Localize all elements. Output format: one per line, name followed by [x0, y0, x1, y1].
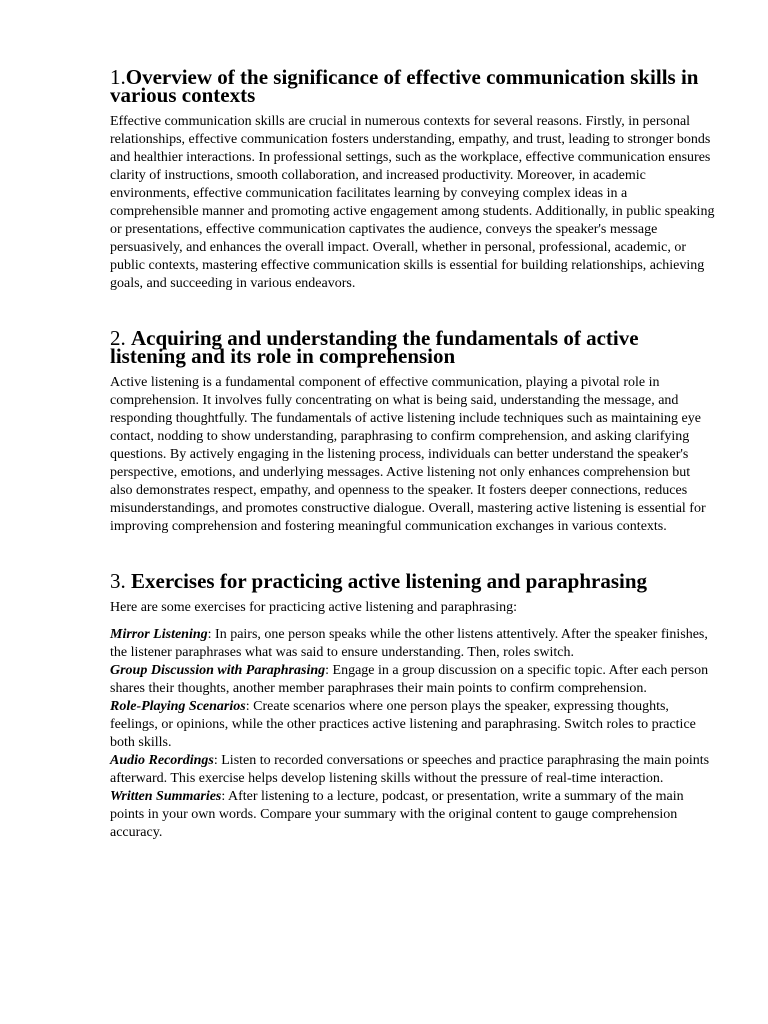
- exercise-description: : In pairs, one person speaks while the other listens attentively. After the speaker finishes, the listener paraphrases what was said to ensure understanding. Then, roles switch.: [110, 627, 708, 660]
- exercise-item-mirror-listening: [110, 626, 716, 662]
- section-heading: [110, 569, 716, 593]
- section-heading: [110, 326, 716, 368]
- section-heading: [110, 65, 716, 107]
- exercise-description: : Listen to recorded conversations or speeches and practice paraphrasing the main points afterward. This exercise helps develop listening skills without the pressure of real-time interaction.: [110, 753, 710, 786]
- section-exercises: [110, 569, 716, 842]
- section-number: 2.: [110, 326, 131, 350]
- section-overview: [110, 65, 716, 293]
- section-title: Overview of the significance of effective communication skills in various contexts: [110, 65, 699, 107]
- exercise-name: Group Discussion with Paraphrasing: [110, 663, 326, 678]
- section-title: Acquiring and understanding the fundamentals of active listening and its role in comprehension: [110, 326, 639, 368]
- exercise-name: Written Summaries: [110, 789, 222, 804]
- exercise-name: Role-Playing Scenarios: [110, 699, 246, 714]
- section-number: 3.: [110, 569, 131, 593]
- section-number: 1.: [110, 65, 126, 89]
- section-body: Effective communication skills are crucial in numerous contexts for several reasons. Firstly, in personal relationships, effective communication fosters understanding, empathy, and trust, leading to stronger bonds and healthier interactions. In professional settings, such as the workplace, effective communication ensures clarity of instructions, smooth collaboration, and increased productivity. Moreover, in academic environments, effective communication facilitates learning by conveying complex ideas in a comprehensible manner and promoting active engagement among students. Additionally, in public speaking or presentations, effective communication captivates the audience, conveys the speaker's message persuasively, and enhances the overall impact. Overall, whether in personal, professional, academic, or public contexts, mastering effective communication skills is essential for building relationships, achieving goals, and succeeding in various endeavors.: [110, 114, 715, 291]
- exercise-description: : After listening to a lecture, podcast, or presentation, write a summary of the main points in your own words. Compare your summary with the original content to gauge comprehension accuracy.: [110, 789, 684, 840]
- section-active-listening: [110, 326, 716, 536]
- section-intro: Here are some exercises for practicing active listening and paraphrasing:: [110, 600, 517, 615]
- document-page: [110, 60, 716, 842]
- exercise-item-role-playing: [110, 698, 716, 752]
- exercise-description: : Create scenarios where one person plays the speaker, expressing thoughts, feelings, or opinions, while the other practices active listening and paraphrasing. Switch roles to practice both skills.: [110, 699, 696, 750]
- exercise-name: Audio Recordings: [110, 753, 214, 768]
- exercise-list: [110, 626, 716, 842]
- exercise-item-written-summaries: [110, 788, 716, 842]
- exercise-name: Mirror Listening: [110, 627, 208, 642]
- section-title: Exercises for practicing active listening and paraphrasing: [131, 569, 648, 593]
- exercise-item-audio-recordings: [110, 752, 716, 788]
- section-body: Active listening is a fundamental component of effective communication, playing a pivotal role in comprehension. It involves fully concentrating on what is being said, understanding the message, and responding thoughtfully. The fundamentals of active listening include techniques such as maintaining eye contact, nodding to show understanding, paraphrasing to confirm comprehension, and asking clarifying questions. By actively engaging in the listening process, individuals can better understand the speaker's perspective, emotions, and underlying messages. Active listening not only enhances comprehension but also demonstrates respect, empathy, and openness to the speaker. It fosters deeper connections, reduces misunderstandings, and promotes constructive dialogue. Overall, mastering active listening is essential for improving comprehension and fostering meaningful communication exchanges in various contexts.: [110, 375, 706, 534]
- exercise-description: : Engage in a group discussion on a specific topic. After each person shares their thoughts, another member paraphrases their main points to confirm comprehension.: [110, 663, 709, 696]
- exercise-item-group-discussion: [110, 662, 716, 698]
